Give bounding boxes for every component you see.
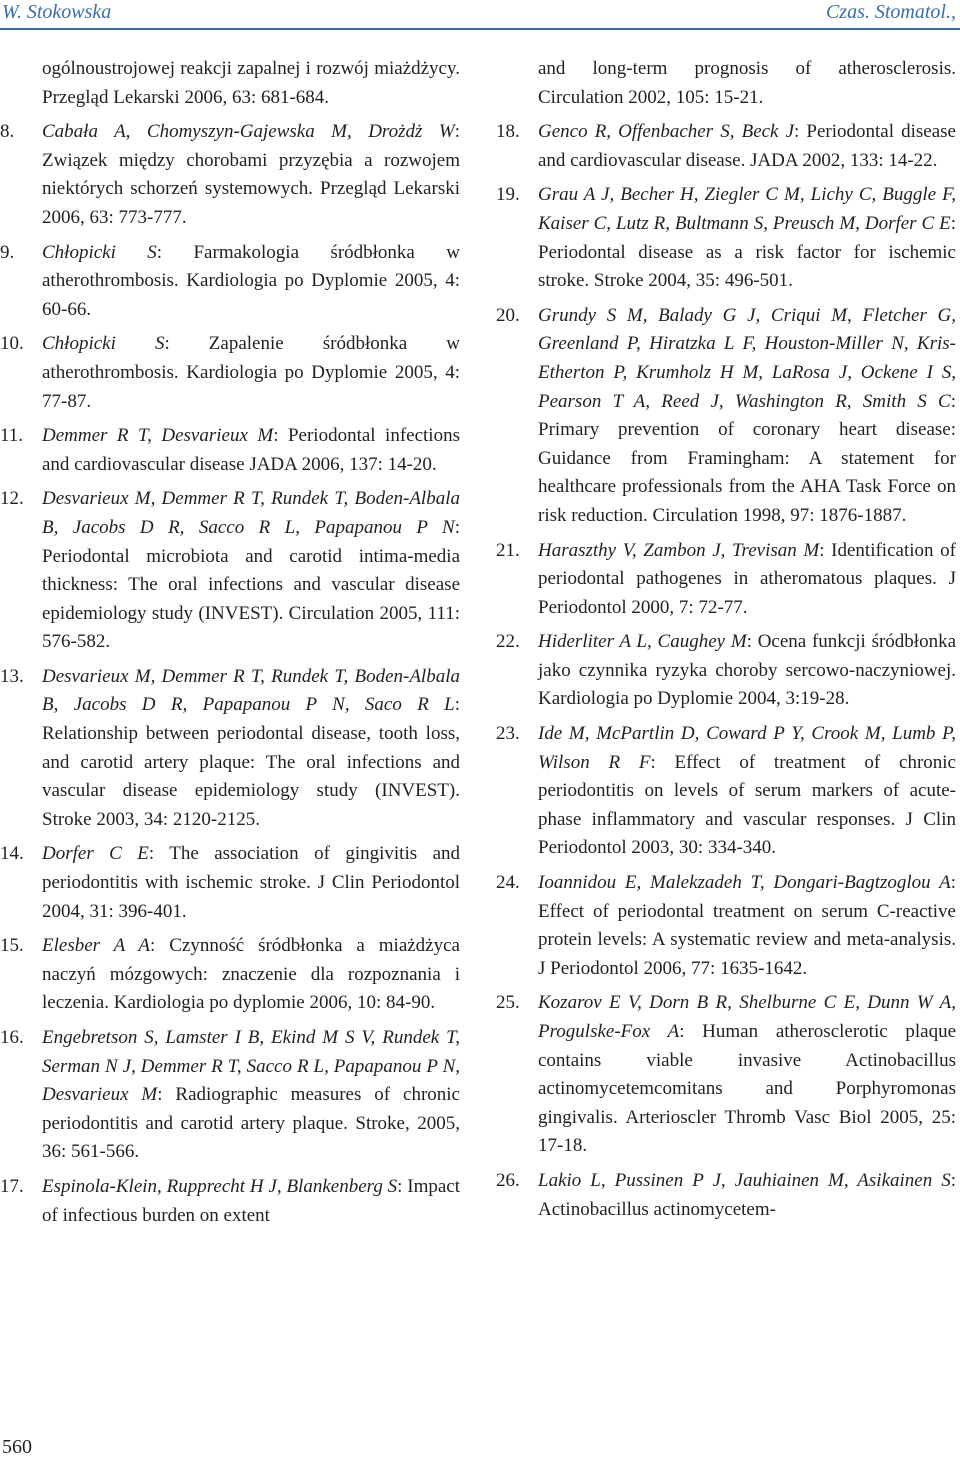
reference-authors: Grau A J, Becher H, Ziegler C M, Lichy C, Buggle F, Kaiser C, Lutz R, Bultmann S, Preusch M, Dorfer C E <box>538 184 956 234</box>
reference-authors: Kozarov E V, Dorn B R, Shelburne C E, Dunn W A, Progulske-Fox A <box>538 992 956 1042</box>
reference-authors: Desvarieux M, Demmer R T, Rundek T, Boden-Albala B, Jacobs D R, Sacco R L, Papapanou P N <box>42 488 460 538</box>
page-number: 560 <box>2 1436 32 1458</box>
reference-text: : Czynność śródbłonka a miażdżyca naczyń mózgowych: znaczenie dla rozpoznania i leczenia. Kardiologia po dyplomie 2006, 10: 84-90. <box>42 935 460 1014</box>
reference-text: : Zapalenie śródbłonka w atherothrombosis. Kardiologia po Dyplomie 2005, 4: 77-87. <box>42 333 460 412</box>
reference-item <box>496 181 956 295</box>
reference-item <box>0 422 460 479</box>
reference-number: 21. <box>496 539 520 561</box>
reference-authors: Ioannidou E, Malekzadeh T, Dongari-Bagtzoglou A <box>538 872 951 894</box>
left-column <box>0 55 461 1236</box>
reference-continuation: and long-term prognosis of atherosclerosis. Circulation 2002, 105: 15-21. <box>538 58 956 108</box>
reference-list-left <box>0 118 461 1230</box>
reference-number: 8. <box>0 121 15 143</box>
reference-item <box>0 118 460 232</box>
reference-authors: Cabała A, Chomyszyn-Gajewska M, Drożdż W <box>42 121 455 143</box>
running-head-author: W. Stokowska <box>2 1 112 23</box>
reference-text: : Human atherosclerotic plaque contains viable invasive Actinobacillus actinomycetemcomitans and Porphyromonas gingivalis. Arterioscler Thromb Vasc Biol 2005, 25: 17-18. <box>538 1021 957 1157</box>
reference-authors: Hiderliter A L, Caughey M <box>538 631 747 653</box>
reference-number: 11. <box>0 425 24 447</box>
reference-authors: Haraszthy V, Zambon J, Trevisan M <box>538 539 820 561</box>
reference-item <box>0 485 460 657</box>
reference-text: : Effect of periodontal treatment on serum C-reactive protein levels: A systematic review and meta-analysis. J Periodontol 2006, 77: 1635-1642. <box>538 872 956 979</box>
reference-number: 25. <box>496 992 520 1014</box>
reference-authors: Engebretson S, Lamster I B, Ekind M S V, Rundek T, Serman N J, Demmer R T, Sacco R L, Papapanou P N, Desvarieux M <box>42 1027 460 1106</box>
reference-item <box>496 302 956 531</box>
reference-text: : Periodontal microbiota and carotid intima-media thickness: The oral infections and vascular disease epidemiology study (INVEST). Circulation 2005, 111: 576-582. <box>42 516 460 653</box>
reference-authors: Lakio L, Pussinen P J, Jauhiainen M, Asikainen S <box>538 1169 951 1191</box>
reference-item <box>496 118 956 175</box>
reference-number: 20. <box>496 304 520 326</box>
reference-authors: Grundy S M, Balady G J, Criqui M, Fletcher G, Greenland P, Hiratzka L F, Houston-Miller N, Kris-Etherton P, Krumholz H M, LaRosa J, Ockene I S, Pearson T A, Reed J, Washington R, Smith S C <box>538 304 956 412</box>
reference-item <box>496 537 956 623</box>
running-head-journal: Czas. Stomatol., <box>825 1 956 23</box>
reference-number: 10. <box>0 333 24 355</box>
reference-number: 9. <box>0 241 15 263</box>
reference-text: : Relationship between periodontal disease, tooth loss, and carotid artery plaque: The oral infections and vascular disease epidemiology study (INVEST). Stroke 2003, 34: 2120-2125. <box>42 694 460 830</box>
reference-item <box>0 840 460 926</box>
reference-list-right <box>496 118 957 1224</box>
reference-text: : Radiographic measures of chronic periodontitis and carotid artery plaque. Stroke, 2005, 36: 561-566. <box>42 1084 460 1163</box>
reference-authors: Desvarieux M, Demmer R T, Rundek T, Boden-Albala B, Jacobs D R, Papapanou P N, Saco R L <box>42 665 460 716</box>
reference-item <box>496 989 957 1161</box>
reference-text: : Związek między chorobami przyzębia a rozwojem niektórych schorzeń systemowych. Przegląd Lekarski 2006, 63: 773-777. <box>42 121 460 228</box>
reference-text: : Impact of infectious burden on extent <box>42 1175 461 1226</box>
reference-number: 12. <box>0 488 24 510</box>
reference-text: : The association of gingivitis and periodontitis with ischemic stroke. J Clin Periodontol 2004, 31: 396-401. <box>42 843 460 922</box>
reference-authors: Chłopicki S <box>42 333 165 355</box>
reference-number: 18. <box>496 121 520 143</box>
reference-number: 13. <box>0 665 24 687</box>
reference-authors: Ide M, McPartlin D, Coward P Y, Crook M, Lumb P, Wilson R F <box>538 723 956 773</box>
reference-item <box>496 628 956 714</box>
reference-authors: Demmer R T, Desvarieux M <box>42 425 274 447</box>
reference-number: 22. <box>496 631 520 653</box>
reference-authors: Dorfer C E <box>42 843 149 865</box>
header-divider <box>0 28 960 30</box>
reference-item <box>0 1173 461 1230</box>
reference-authors: Espinola-Klein, Rupprecht H J, Blankenberg S <box>42 1175 398 1197</box>
reference-authors: Genco R, Offenbacher S, Beck J <box>538 121 795 143</box>
reference-item <box>0 239 460 325</box>
reference-continuation: ogólnoustrojowej reakcji zapalnej i rozwój miażdżycy. Przegląd Lekarski 2006, 63: 681-684. <box>42 58 460 108</box>
reference-item <box>496 869 956 983</box>
reference-number: 15. <box>0 935 24 957</box>
reference-text: : Primary prevention of coronary heart disease: Guidance from Framingham: A statement for healthcare professionals from the AHA Task Force on risk reduction. Circulation 1998, 97: 1876-1887. <box>538 390 956 526</box>
reference-text: : Periodontal infections and cardiovascular disease JADA 2006, 137: 14-20. <box>42 425 460 475</box>
reference-text: : Actinobacillus actinomycetem- <box>538 1169 956 1220</box>
reference-text: : Periodontal disease and cardiovascular disease. JADA 2002, 133: 14-22. <box>538 121 956 171</box>
reference-number: 16. <box>0 1027 24 1048</box>
reference-text: : Effect of treatment of chronic periodontitis on levels of serum markers of acute-phase inflammatory and vascular responses. J Clin Periodontol 2003, 30: 334-340. <box>538 751 956 859</box>
reference-text: : Periodontal disease as a risk factor for ischemic stroke. Stroke 2004, 35: 496-501. <box>538 212 956 292</box>
reference-number: 26. <box>496 1169 520 1191</box>
reference-text: : Farmakologia śródbłonka w atherothrombosis. Kardiologia po Dyplomie 2005, 4: 60-66. <box>42 241 460 320</box>
reference-number: 19. <box>496 184 520 206</box>
reference-authors: Chłopicki S <box>42 241 157 263</box>
reference-number: 23. <box>496 723 520 745</box>
reference-item <box>0 1024 460 1167</box>
running-head <box>0 0 960 30</box>
reference-item <box>0 932 460 1018</box>
reference-number: 17. <box>0 1175 24 1197</box>
reference-item <box>496 1167 956 1224</box>
reference-authors: Elesber A A <box>42 935 151 957</box>
reference-item <box>0 330 460 416</box>
reference-item <box>496 720 956 863</box>
right-column <box>496 55 957 1230</box>
reference-number: 14. <box>0 843 24 865</box>
reference-text: : Ocena funkcji śródbłonka jako czynnika ryzyka choroby sercowo-naczyniowej. Kardiologia po Dyplomie 2004, 3:19-28. <box>538 631 956 710</box>
reference-item <box>0 663 460 835</box>
reference-number: 24. <box>496 872 520 894</box>
reference-text: : Identification of periodontal pathogenes in atheromatous plaques. J Periodontol 2000, 7: 72-77. <box>538 539 956 618</box>
